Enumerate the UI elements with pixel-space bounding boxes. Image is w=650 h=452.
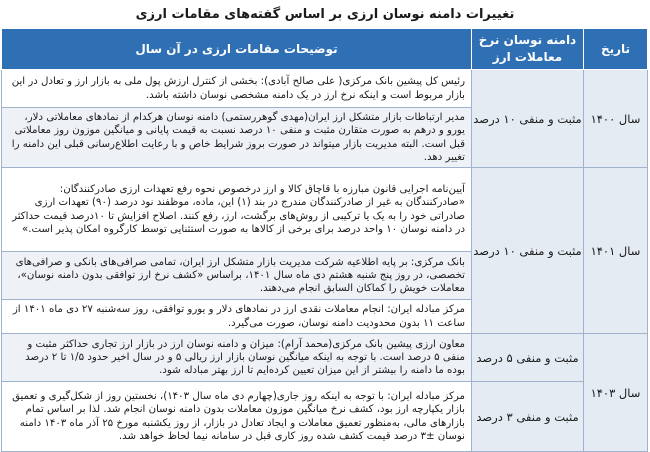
fx-range-table [1,28,648,452]
table-row [2,70,648,108]
description-cell: رئیس کل پیشین بانک مرکزی( علی صالح آبادی): بخشی از کنترل ارزش پول ملی به بازار ارز و تعادل در این بازار مربوط است و اینکه نرخ ارز در یک دامنه مشخصی نوسان داشته باشد. [2,70,472,108]
description-cell: آیین‌نامه اجرایی قانون مبارزه با قاچاق کالا و ارز درخصوص نحوه رفع تعهدات ارزی صادرکنندگان: «صادرکنندگان به غیر از صادرکنندگان مندرج در بند (۱) این، ماده، موظفند نود درصد (۹۰) تعهدات ارزی صادراتی خود را به یک یا ترکیبی از روش‌های برگشت، ارز، رفع کنند. اصلاح افزایش تا ۱۰درصد قیمت حداکثر در دامنه نوسان ۱۰ واحد درصد برای برخی از کالاها به صورت استثنایی توسط کارگروه امکان پذیر است.» [2,168,472,252]
description-cell: مرکز مبادله ایران: با توجه به اینکه روز جاری(چهارم دی ماه سال ۱۴۰۳)، نخستین روز از شکل‌گیری و تعمیق بازار یکپارچه ارز بود، کشف نرخ میانگین موزون معاملات بدون دامنه نوسان انجام شد. لذا بر اساس تمام بازارهای مالی، به‌منظور تعمیق معاملات و ایجاد تعادل در بازار، از روز یکشنبه مورخ ۲۵ آذر ماه ۱۴۰۳ دامنه نوسان ±۳ درصد قیمت کشف شده روز کاری قبل در سامانه نیما لحاظ خواهد شد. [2,382,472,452]
page-title: تغییرات دامنه نوسان ارزی بر اساس گفته‌های مقامات ارزی [135,7,515,22]
description-cell: مدیر ارتباطات بازار متشکل ارز ایران(مهدی گوهررستمی) دامنه نوسان هرکدام از نمادهای معاملاتی دلار، یورو و درهم به صورت متقارن مثبت و منفی ۱۰ درصد نسبت به قیمت پایانی و میانگین موزون روز معاملاتی قبل است. البته مدیریت بازار میتواند در صورت بروز شرایط خاص و با رعایت اطلاع‌رسانی قبلی این دامنه را تغییر دهد. [2,108,472,168]
description-cell: مرکز مبادله ایران: انجام معاملات نقدی ارز در نمادهای دلار و یورو توافقی، روز سه‌شنبه ۲۷ دی ماه ۱۴۰۱ از ساعت ۱۱ بدون محدودیت دامنه نوسان، صورت می‌گیرد. [2,300,472,334]
table-row [2,382,648,452]
header-description: توضیحات مقامات ارزی در آن سال [2,29,472,70]
table-row [2,168,648,252]
description-cell: معاون ارزی پیشین بانک مرکزی(محمد آرام): میزان و دامنه نوسان ارز در بازار ارز تجاری حداکثر مثبت و منفی ۵ درصد است. با توجه به اینکه میانگین نوسان بازار ارز ریالی ۵ و در سال اخیر حدود ۱/۵ تا ۲ درصد بوده ما دامنه را بیشتر از این میزان تعیین کرده‌ایم تا ارز بهتر مبادله شود. [2,334,472,382]
table-row [2,334,648,382]
range-cell-1403-b: مثبت و منفی ۳ درصد [472,382,584,452]
year-cell-1400: سال ۱۴۰۰ [584,70,648,168]
range-cell-1403-a: مثبت و منفی ۵ درصد [472,334,584,382]
range-cell-1401: مثبت و منفی ۱۰ درصد [472,168,584,334]
year-cell-1403: سال ۱۴۰۳ [584,334,648,452]
range-cell-1400: مثبت و منفی ۱۰ درصد [472,70,584,168]
header-date: تاریخ [584,29,648,70]
header-range: دامنه نوسان نرخ معاملات ارز [472,29,584,70]
year-cell-1401: سال ۱۴۰۱ [584,168,648,334]
description-cell: بانک مرکزی: بر پایه اطلاعیه شرکت مدیریت بازار متشکل ارز ایران، تمامی صرافی‌های بانکی و صرافی‌های تخصصی، در روز پنج شنبه هشتم دی ماه سال ۱۴۰۱، براساس «کشف نرخ ارز توافقی بدون دامنه نوسان»، معاملات خویش را کماکان السابق انجام می‌دهند. [2,252,472,300]
table-header-row [2,29,648,70]
